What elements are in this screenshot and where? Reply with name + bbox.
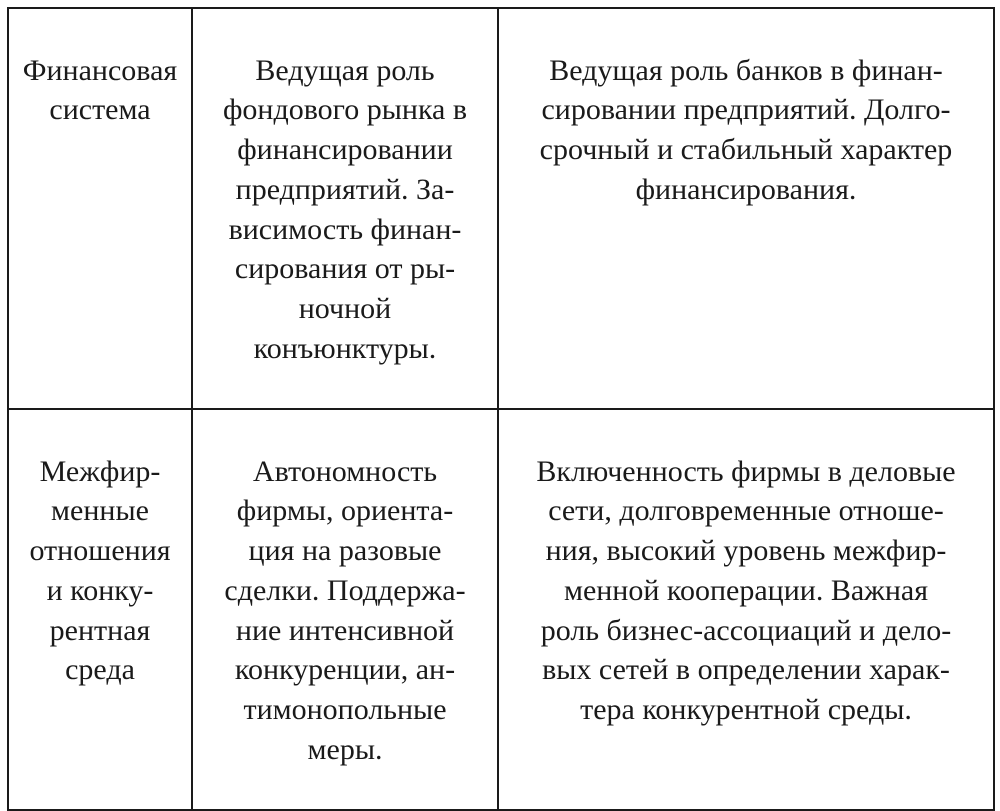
- comparison-table-container: [7, 7, 993, 766]
- row-category-cell: [8, 409, 192, 810]
- comparison-table: [7, 7, 995, 811]
- table-row: [8, 409, 994, 810]
- market-model-text: Ведущая роль фондового рынка в финансировании предприятий. За- висимость финан- сирования от ры- ночной конъюнктуры.: [222, 53, 468, 365]
- table-row: [8, 8, 994, 409]
- bank-model-cell: [498, 8, 994, 409]
- bank-model-cell: [498, 409, 994, 810]
- bank-model-text: Ведущая роль банков в финан- сировании предприятий. Долго- срочный и стабильный характер финансирования.: [539, 53, 953, 206]
- row-category-label: Межфир- менные отношения и конку- рентная среда: [29, 454, 171, 687]
- market-model-cell: [192, 409, 498, 810]
- row-category-cell: [8, 8, 192, 409]
- bank-model-text: Включенность фирмы в деловые сети, долговременные отноше- ния, высокий уровень межфир- менной кооперации. Важная роль бизнес-ассоциаций и дело- вых сетей в определении харак- тера конкурентной среды.: [536, 454, 956, 726]
- row-category-label: Финансовая система: [22, 53, 178, 127]
- market-model-text: Автономность фирмы, ориента- ция на разовые сделки. Поддержа- ние интенсивной конкуренции, ан- тимонопольные меры.: [224, 454, 466, 766]
- market-model-cell: [192, 8, 498, 409]
